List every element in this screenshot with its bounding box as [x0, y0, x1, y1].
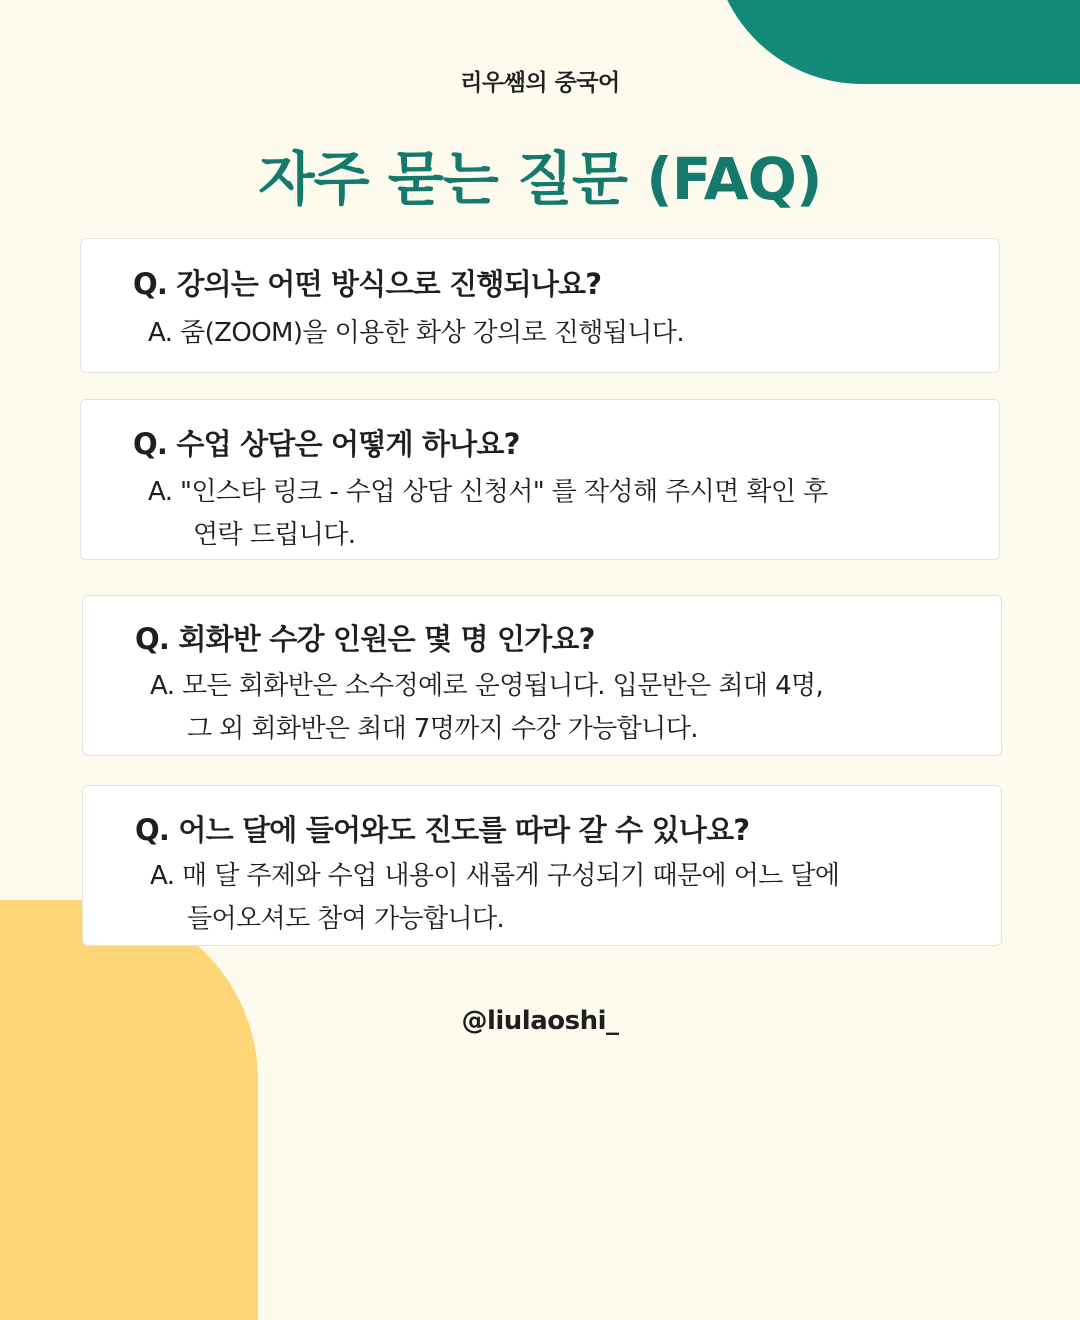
- page-title: 자주 묻는 질문 (FAQ): [258, 145, 822, 213]
- faq-answer-4-line-2: 들어오셔도 참여 가능합니다.: [187, 904, 505, 934]
- faq-card-1: [80, 238, 1000, 373]
- faq-answer-4-line-1: A. 매 달 주제와 수업 내용이 새롭게 구성되기 때문에 어느 달에: [150, 861, 840, 891]
- faq-question-1: Q. 강의는 어떤 방식으로 진행되나요?: [133, 267, 602, 301]
- faq-answer-2-line-2: 연락 드립니다.: [193, 520, 356, 550]
- brand-name: 리우쌤의 중국어: [460, 70, 620, 96]
- faq-answer-3-line-2: 그 외 회화반은 최대 7명까지 수강 가능합니다.: [187, 714, 698, 744]
- faq-question-3: Q. 회화반 수강 인원은 몇 명 인가요?: [135, 622, 595, 656]
- faq-answer-2-line-1: A. "인스타 링크 - 수업 상담 신청서" 를 작성해 주시면 확인 후: [148, 477, 828, 507]
- faq-question-4: Q. 어느 달에 들어와도 진도를 따라 갈 수 있나요?: [135, 813, 750, 847]
- faq-answer-3-line-1: A. 모든 회화반은 소수정예로 운영됩니다. 입문반은 최대 4명,: [150, 671, 824, 701]
- bottom-left-yellow-shape: [0, 900, 258, 1320]
- instagram-handle: @liulaoshi_: [461, 1006, 619, 1036]
- faq-answer-1-line-1: A. 줌(ZOOM)을 이용한 화상 강의로 진행됩니다.: [148, 318, 684, 348]
- faq-question-2: Q. 수업 상담은 어떻게 하나요?: [133, 427, 520, 461]
